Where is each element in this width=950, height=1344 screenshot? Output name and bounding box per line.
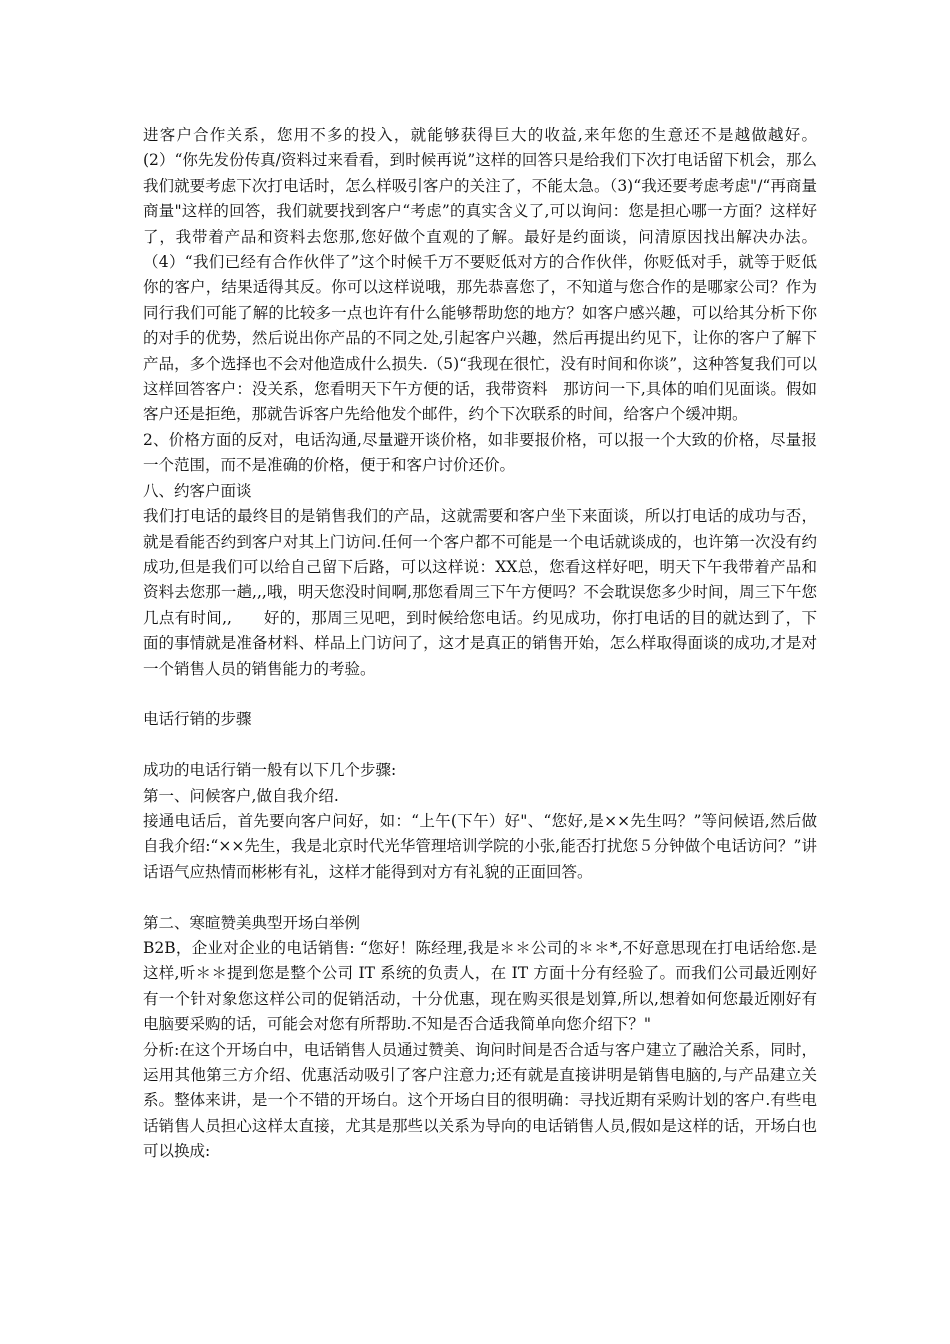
section-heading-appointment: 八、约客户面谈 <box>143 481 252 500</box>
blank-line <box>143 682 817 707</box>
step-one-heading: 第一、问候客户,做自我介绍. <box>143 786 339 805</box>
paragraph-objection-handling: 进客户合作关系，您用不多的投入，就能够获得巨大的收益,来年您的生意还不是越做越好。(2）“你先发份传真/资料过来看看，到时候再说”这样的回答只是给我们下次打电话留下机会，那么我们就要考虑下次打电话时，怎么样吸引客户的关注了，不能太急。（3)“我还要考虑考虑"/“再商量商量"这样的回答，我们就要找到客户“考虑”的真实含义了,可以询问：您是担心哪一方面？这样好了，我带着产品和资料去您那,您好做个直观的了解。最好是约面谈，问清原因找出解决办法。（4）“我们已经有合作伙伴了”这个时候千万不要贬低对方的合作伙伴，你贬低对手，就等于贬低你的客户，结果适得其反。你可以这样说哦，那先恭喜您了，不知道与您合作的是哪家公司？作为同行我们可能了解的比较多一点也许有什么能够帮助您的地方？如客户感兴趣，可以给其分析下你的对手的优势，然后说出你产品的不同之处,引起客户兴趣，然后再提出约见下，让你的客户了解下产品，多个选择也不会对他造成什么损失.（5)“我现在很忙，没有时间和你谈”，这种答复我们可以这样回答客户：没关系，您看明天下午方便的话，我带资料 那访问一下,具体的咱们见面谈。假如客户还是拒绝，那就告诉客户先给他发个邮件，约个下次联系的时间，给客户个缓冲期。 <box>143 126 817 424</box>
paragraph-price-objection: 2、价格方面的反对，电话沟通,尽量避开谈价格，如非要报价格，可以报一个大致的价格，尽量报一个范围，而不是准确的价格，便于和客户讨价还价。 <box>143 430 817 475</box>
paragraph-b2b-example: B2B，企业对企业的电话销售: “您好！陈经理,我是＊＊公司的＊＊*,不好意思现在打电话给您.是这样,听＊＊提到您是整个公司 IT 系统的负责人，在 IT 方面十分有经验了。而我们公司最近刚好有一个针对象您这样公司的促销活动，十分优惠，现在购买很是划算,所以,想着如何您最近刚好有电脑要采购的话，可能会对您有所帮助.不知是否合适我简单向您介绍下？" <box>143 938 817 1034</box>
blank-line <box>143 733 817 758</box>
document-page <box>143 123 817 1165</box>
paragraph-steps-intro: 成功的电话行销一般有以下几个步骤: <box>143 761 397 780</box>
paragraph-analysis: 分析:在这个开场白中，电话销售人员通过赞美、询问时间是否合适与客户建立了融洽关系，同时，运用其他第三方介绍、优惠活动吸引了客户注意力;还有就是直接讲明是销售电脑的,与产品建立关系。整体来讲，是一个不错的开场白。这个开场白目的很明确：寻找近期有采购计划的客户.有些电话销售人员担心这样太直接，尤其是那些以关系为导向的电话销售人员,假如是这样的话，开场白也可以换成: <box>143 1040 817 1161</box>
paragraph-step-one: 接通电话后，首先要向客户问好，如：“上午(下午）好"、“您好,是××先生吗？”等问候语,然后做自我介绍:“××先生，我是北京时代光华管理培训学院的小张,能否打扰您５分钟做个电话访问？”讲话语气应热情而彬彬有礼，这样才能得到对方有礼貌的正面回答。 <box>143 811 817 881</box>
step-two-heading: 第二、寒暄赞美典型开场白举例 <box>143 913 361 932</box>
section-heading-telemarketing-steps: 电话行销的步骤 <box>143 710 252 729</box>
paragraph-appointment: 我们打电话的最终目的是销售我们的产品，这就需要和客户坐下来面谈，所以打电话的成功与否，就是看能否约到客户对其上门访问.任何一个客户都不可能是一个电话就谈成的，也许第一次没有约成功,但是我们可以给自己留下后路，可以这样说：XX总，您看这样好吧，明天下午我带着产品和资料去您那一趟,,,哦，明天您没时间啊,那您看周三下午方便吗？不会耽误您多少时间，周三下午您几点有时间,, 好的，那周三见吧，到时候给您电话。约见成功，你打电话的目的就达到了，下面的事情就是准备材料、样品上门访问了，这才是真正的销售开始，怎么样取得面谈的成功,才是对一个销售人员的销售能力的考验。 <box>143 507 817 678</box>
blank-line <box>143 885 817 910</box>
